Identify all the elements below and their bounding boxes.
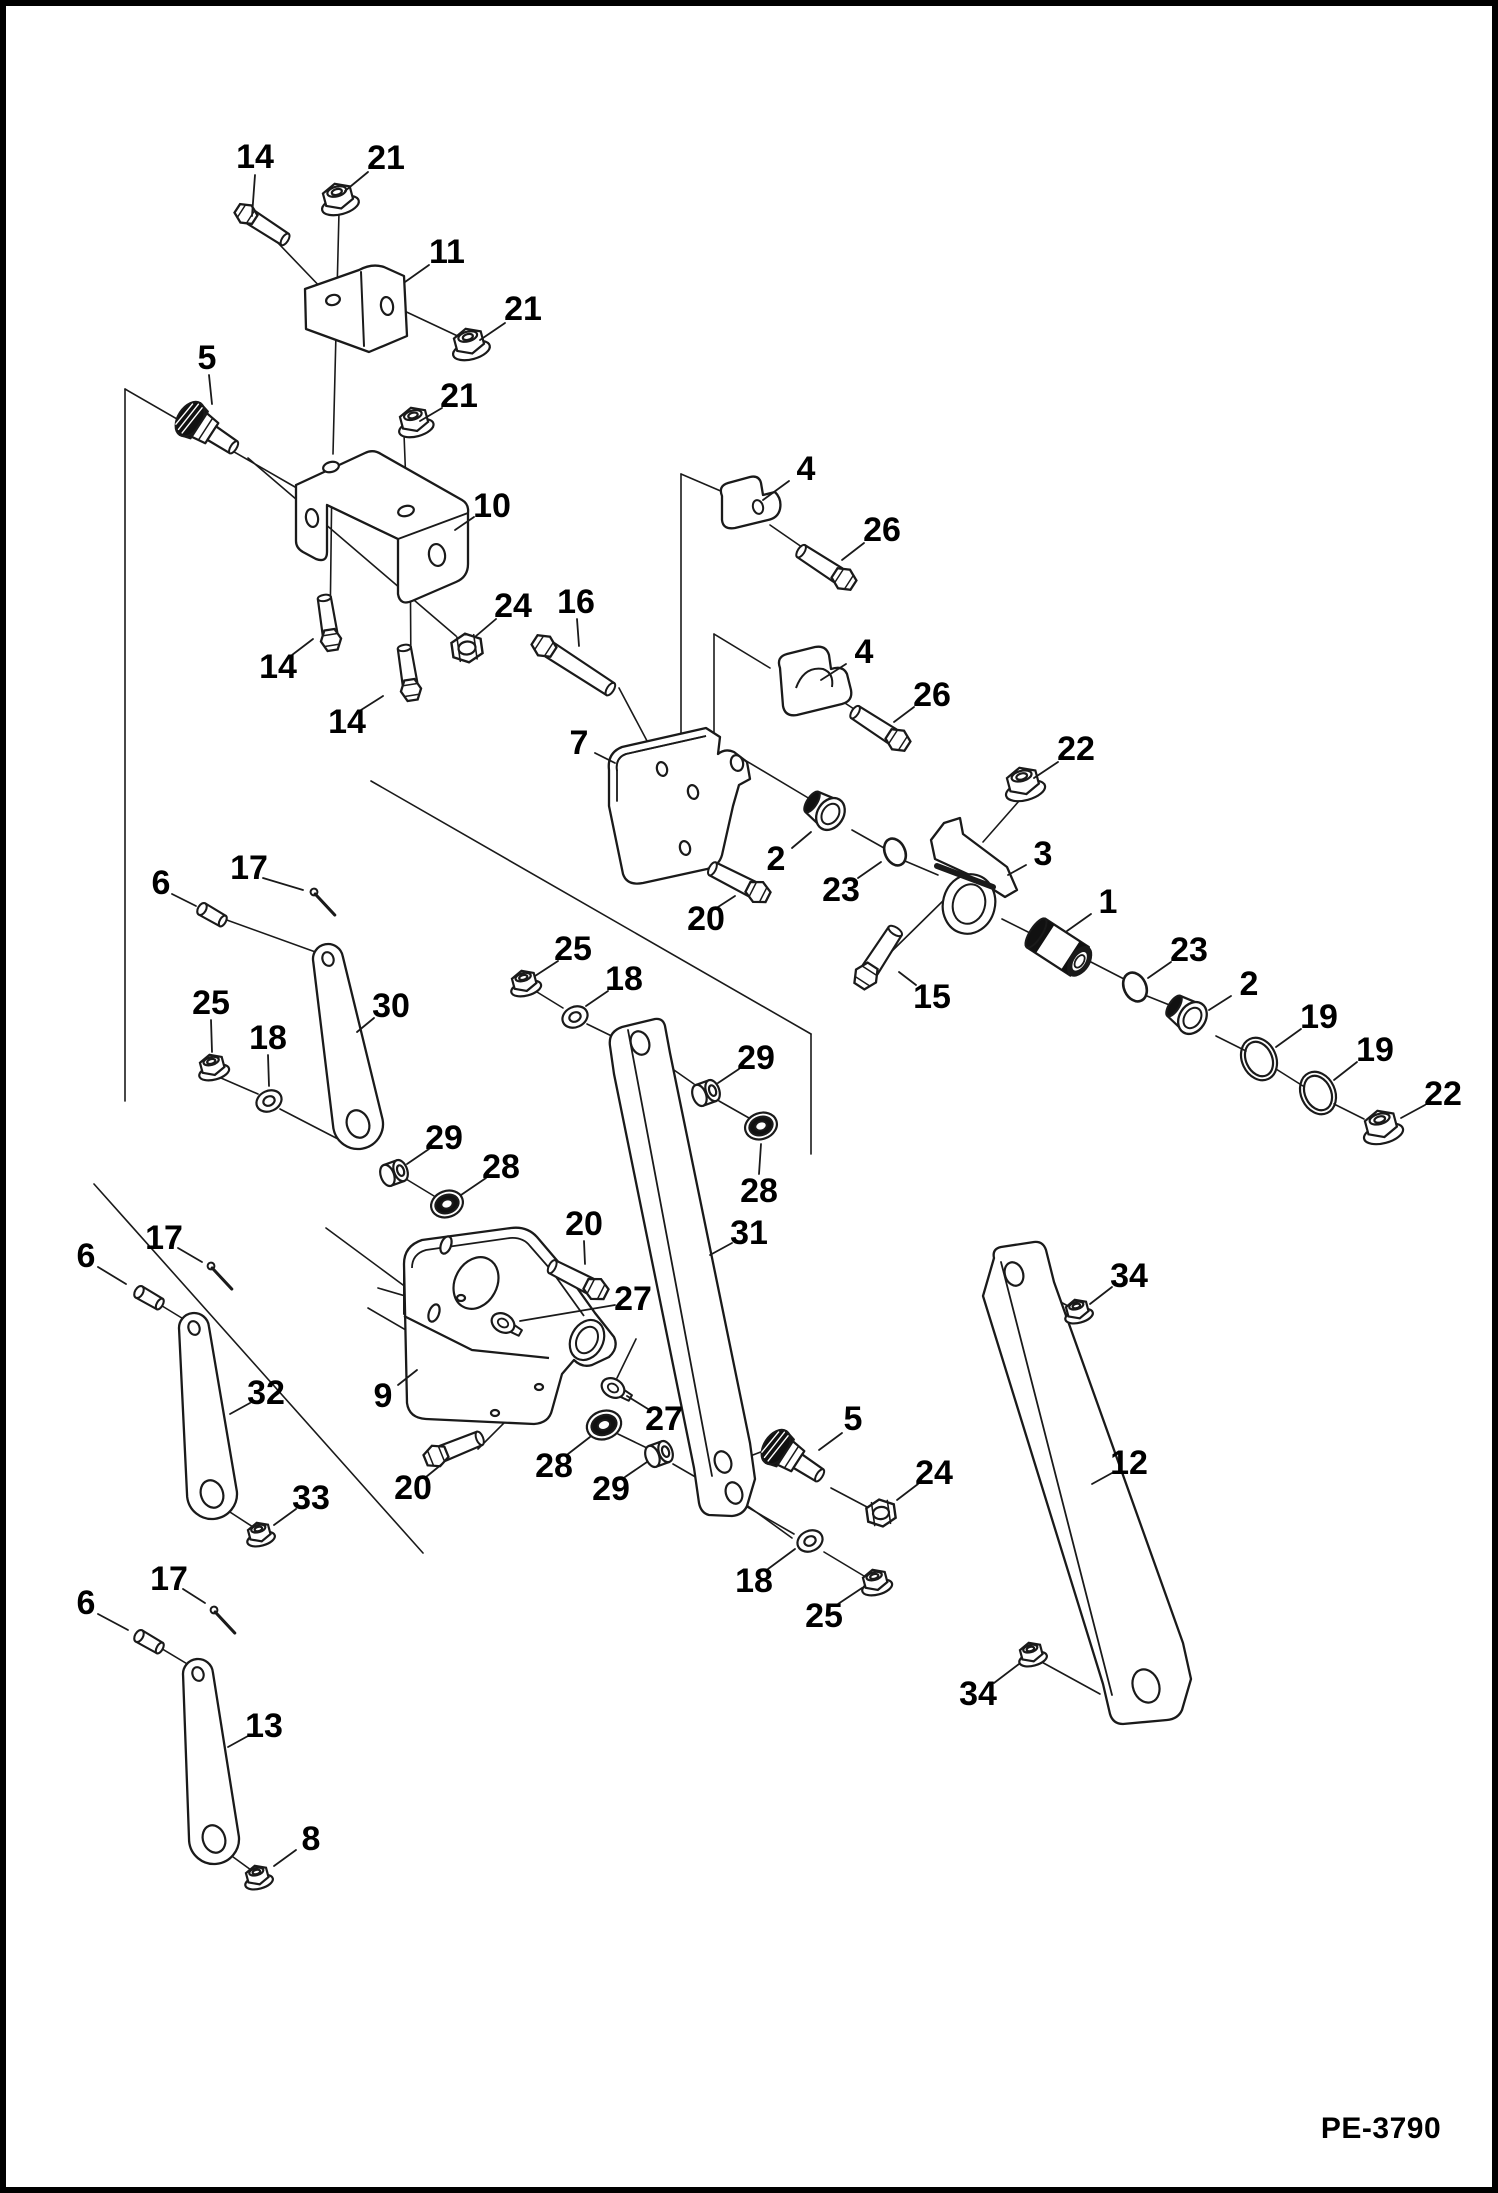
flange-nut-22b [1358,1106,1405,1148]
callout-5: 5 [843,1400,863,1438]
cotter-17b [204,1261,238,1289]
drawing-number: PE-3790 [1320,2112,1442,2145]
callout-28: 28 [740,1172,778,1210]
callout-8: 8 [301,1820,321,1858]
pin-6a [195,901,228,928]
callout-6: 6 [76,1584,96,1622]
flange-nut-25b [507,967,543,999]
callout-4: 4 [796,450,816,488]
callout-5: 5 [197,339,217,377]
callout-24: 24 [494,587,532,625]
callout-30: 30 [372,987,410,1025]
callout-29: 29 [592,1470,630,1508]
callout-7: 7 [569,724,589,762]
ring-23b [1119,969,1152,1005]
callout-27: 27 [614,1280,652,1318]
callout-4: 4 [854,633,874,671]
strap-31 [610,1019,755,1516]
bolt-15 [849,921,907,992]
bolt-16 [529,631,620,701]
plate-7 [609,728,750,884]
bushing-2b [1161,989,1213,1039]
bushing-2a [799,785,851,835]
bolt-26b [846,701,913,755]
callout-20: 20 [687,900,725,938]
callout-29: 29 [737,1039,775,1077]
callout-25: 25 [554,930,592,968]
callout-20: 20 [565,1205,603,1243]
callout-9: 9 [373,1377,393,1415]
callout-11: 11 [429,233,465,271]
flange-nut-22a [1000,763,1047,805]
flange-nut-34a [1061,1296,1094,1326]
callout-18: 18 [735,1562,773,1600]
clip-4a [721,477,781,529]
ring-19b [1293,1066,1342,1120]
callout-23: 23 [822,871,860,909]
pin-6b [132,1284,165,1311]
callout-33: 33 [292,1479,330,1517]
link-30 [313,944,383,1149]
callout-27: 27 [645,1400,683,1438]
cotter-17c [207,1605,241,1633]
lever-3 [931,818,1017,940]
bolt-26a [792,540,859,594]
callout-21: 21 [367,139,405,177]
flange-nut-25c [858,1566,894,1598]
callout-34: 34 [959,1675,997,1713]
grommet-28a [427,1186,466,1222]
callout-10: 10 [473,487,511,525]
grommet-28b [741,1108,780,1144]
callout-21: 21 [440,377,478,415]
callout-31: 31 [730,1214,768,1252]
spacer-29a [377,1158,410,1188]
callout-6: 6 [76,1237,96,1275]
callouts [77,138,1462,1866]
callout-25: 25 [805,1597,843,1635]
callout-17: 17 [150,1560,188,1598]
callout-12: 12 [1110,1444,1148,1482]
callout-19: 19 [1356,1031,1394,1069]
callout-14: 14 [259,648,297,686]
callout-19: 19 [1300,998,1338,1036]
callout-3: 3 [1033,835,1053,873]
roller-1 [1022,915,1097,980]
bolt-14c [394,643,423,702]
callout-26: 26 [863,511,901,549]
callout-17: 17 [145,1219,183,1257]
callout-22: 22 [1057,730,1095,768]
knob-bolt-5b [756,1425,833,1493]
link-13 [183,1659,239,1864]
hex-nut-24b [865,1498,896,1529]
callout-17: 17 [230,849,268,887]
callout-6: 6 [151,864,171,902]
ring-19a [1234,1032,1283,1086]
bolt-20c [421,1427,487,1471]
parts-diagram [6,6,1498,2193]
washer-18a [253,1086,285,1115]
callout-23: 23 [1170,931,1208,969]
callout-2: 2 [1239,965,1259,1003]
bolt-14b [314,593,343,652]
callout-29: 29 [425,1119,463,1157]
flange-nut-25a [195,1051,231,1083]
callout-24: 24 [915,1454,953,1492]
flange-nut-34b [1015,1639,1048,1669]
pin-6c [132,1628,165,1655]
callout-18: 18 [605,960,643,998]
callout-2: 2 [766,840,786,878]
bracket-11 [305,266,407,352]
bracket-10 [296,451,468,602]
callout-1: 1 [1098,883,1118,921]
callout-13: 13 [245,1707,283,1745]
callout-20: 20 [394,1469,432,1507]
spacer-29c [642,1439,675,1469]
bolt-14a [232,200,294,250]
flange-nut-21c [394,403,436,440]
cotter-17a [307,887,341,915]
washer-18c [794,1526,826,1555]
callout-14: 14 [236,138,274,176]
hex-nut-24a [450,632,483,665]
clip-4b [779,647,851,716]
callout-15: 15 [913,978,951,1016]
callout-16: 16 [557,583,595,621]
ring-23a [880,835,910,869]
callout-21: 21 [504,290,542,328]
callout-26: 26 [913,676,951,714]
callout-25: 25 [192,984,230,1022]
callout-22: 22 [1424,1075,1462,1113]
callout-34: 34 [1110,1257,1148,1295]
link-32 [179,1313,237,1519]
callout-18: 18 [249,1019,287,1057]
knob-bolt-5a [170,397,247,465]
flange-nut-21a [316,179,361,219]
callout-32: 32 [247,1374,285,1412]
callout-14: 14 [328,703,366,741]
flange-nut-21b [447,324,492,364]
callout-28: 28 [482,1148,520,1186]
screw-27b [598,1374,635,1406]
callout-28: 28 [535,1447,573,1485]
